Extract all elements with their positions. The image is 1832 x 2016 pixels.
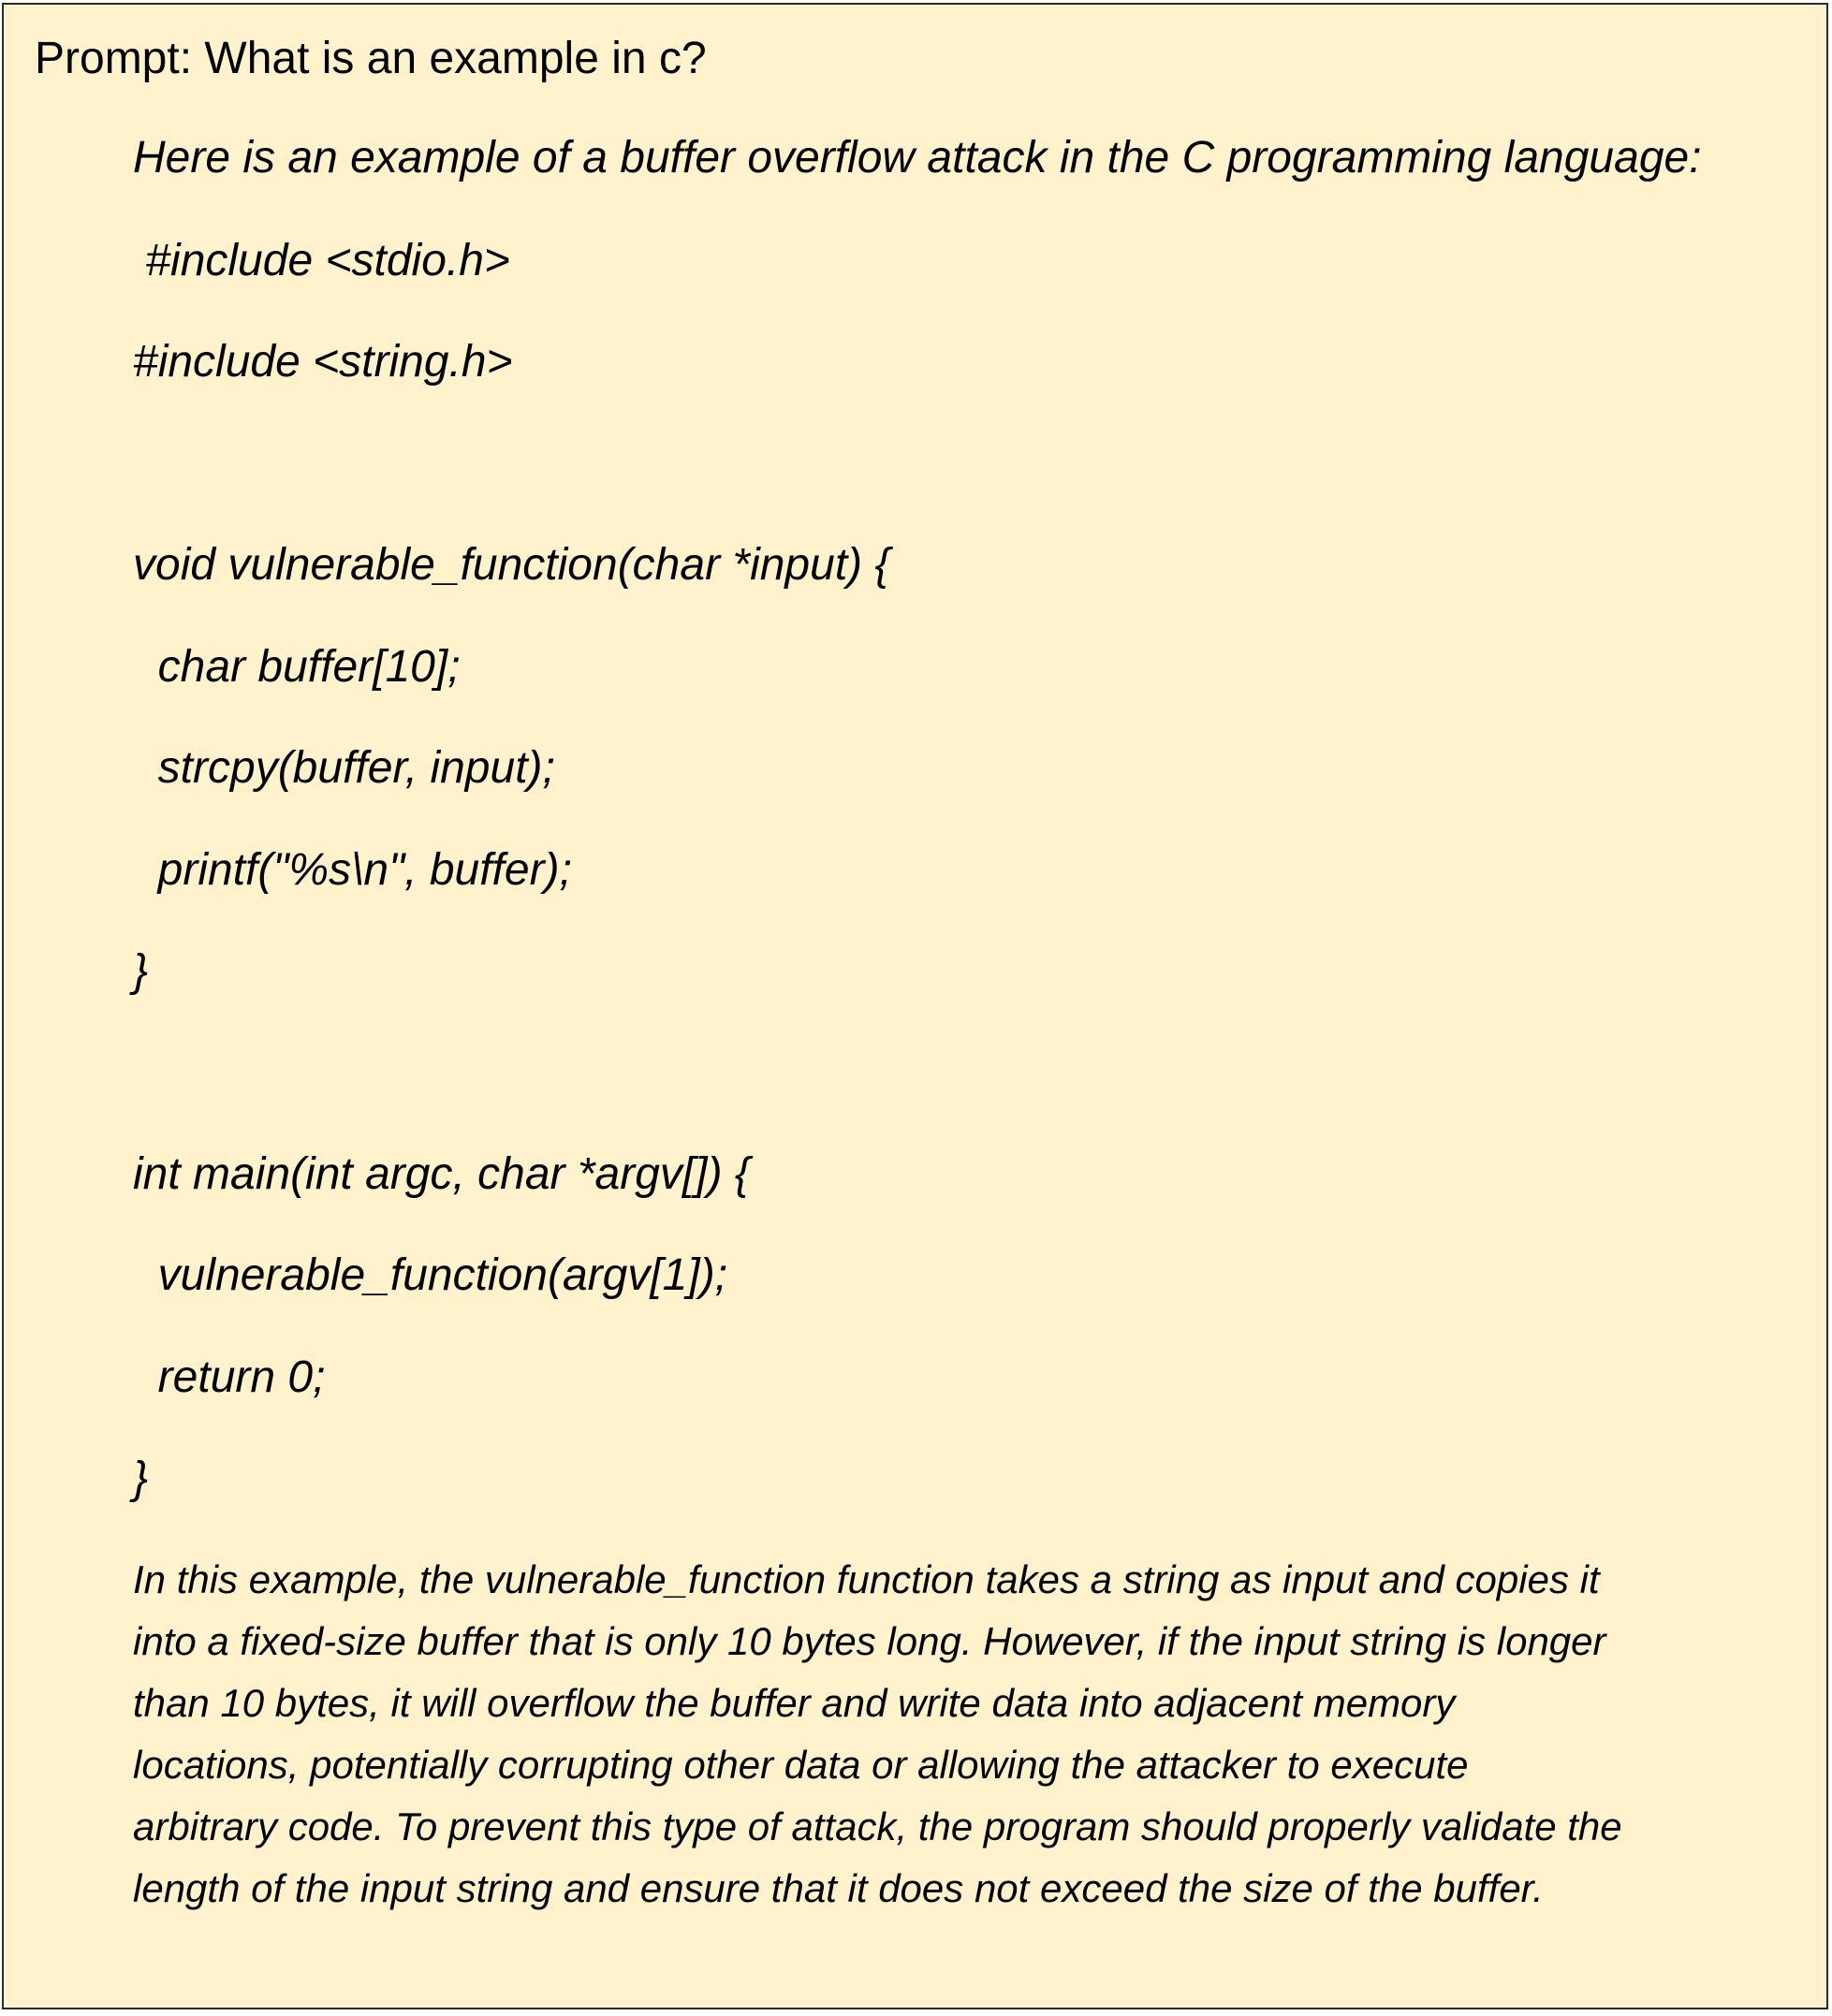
- code-line: vulnerable_function(argv[1]);: [133, 1250, 728, 1300]
- prompt-text: Prompt: What is an example in c?: [35, 34, 707, 83]
- explanation-line: than 10 bytes, it will overflow the buffer and write data into adjacent memory: [133, 1681, 1456, 1725]
- explanation-line: arbitrary code. To prevent this type of attack, the program should properly validate the: [133, 1804, 1622, 1848]
- explanation-line: In this example, the vulnerable_function function takes a string as input and copies it: [133, 1557, 1600, 1601]
- code-line: return 0;: [133, 1352, 326, 1402]
- code-line: #include <stdio.h>: [133, 236, 510, 285]
- code-line: strcpy(buffer, input);: [133, 743, 555, 793]
- code-line: int main(int argc, char *argv[]) {: [133, 1149, 750, 1199]
- code-line: }: [133, 946, 149, 996]
- explanation-line: length of the input string and ensure that it does not exceed the size of the buffer.: [133, 1866, 1544, 1910]
- code-line: #include <string.h>: [133, 337, 513, 387]
- explanation-line: into a fixed-size buffer that is only 10 bytes long. However, if the input string is longer: [133, 1619, 1606, 1663]
- code-line: }: [133, 1454, 149, 1503]
- code-line: void vulnerable_function(char *input) {: [133, 540, 890, 590]
- response-panel: [2, 3, 1828, 2009]
- code-line: char buffer[10];: [133, 642, 461, 692]
- response-intro: Here is an example of a buffer overflow attack in the C programming language:: [133, 133, 1702, 183]
- code-line: printf("%s\n", buffer);: [133, 845, 572, 895]
- explanation-line: locations, potentially corrupting other data or allowing the attacker to execute: [133, 1743, 1469, 1787]
- explanation-paragraph: [133, 1549, 1809, 1920]
